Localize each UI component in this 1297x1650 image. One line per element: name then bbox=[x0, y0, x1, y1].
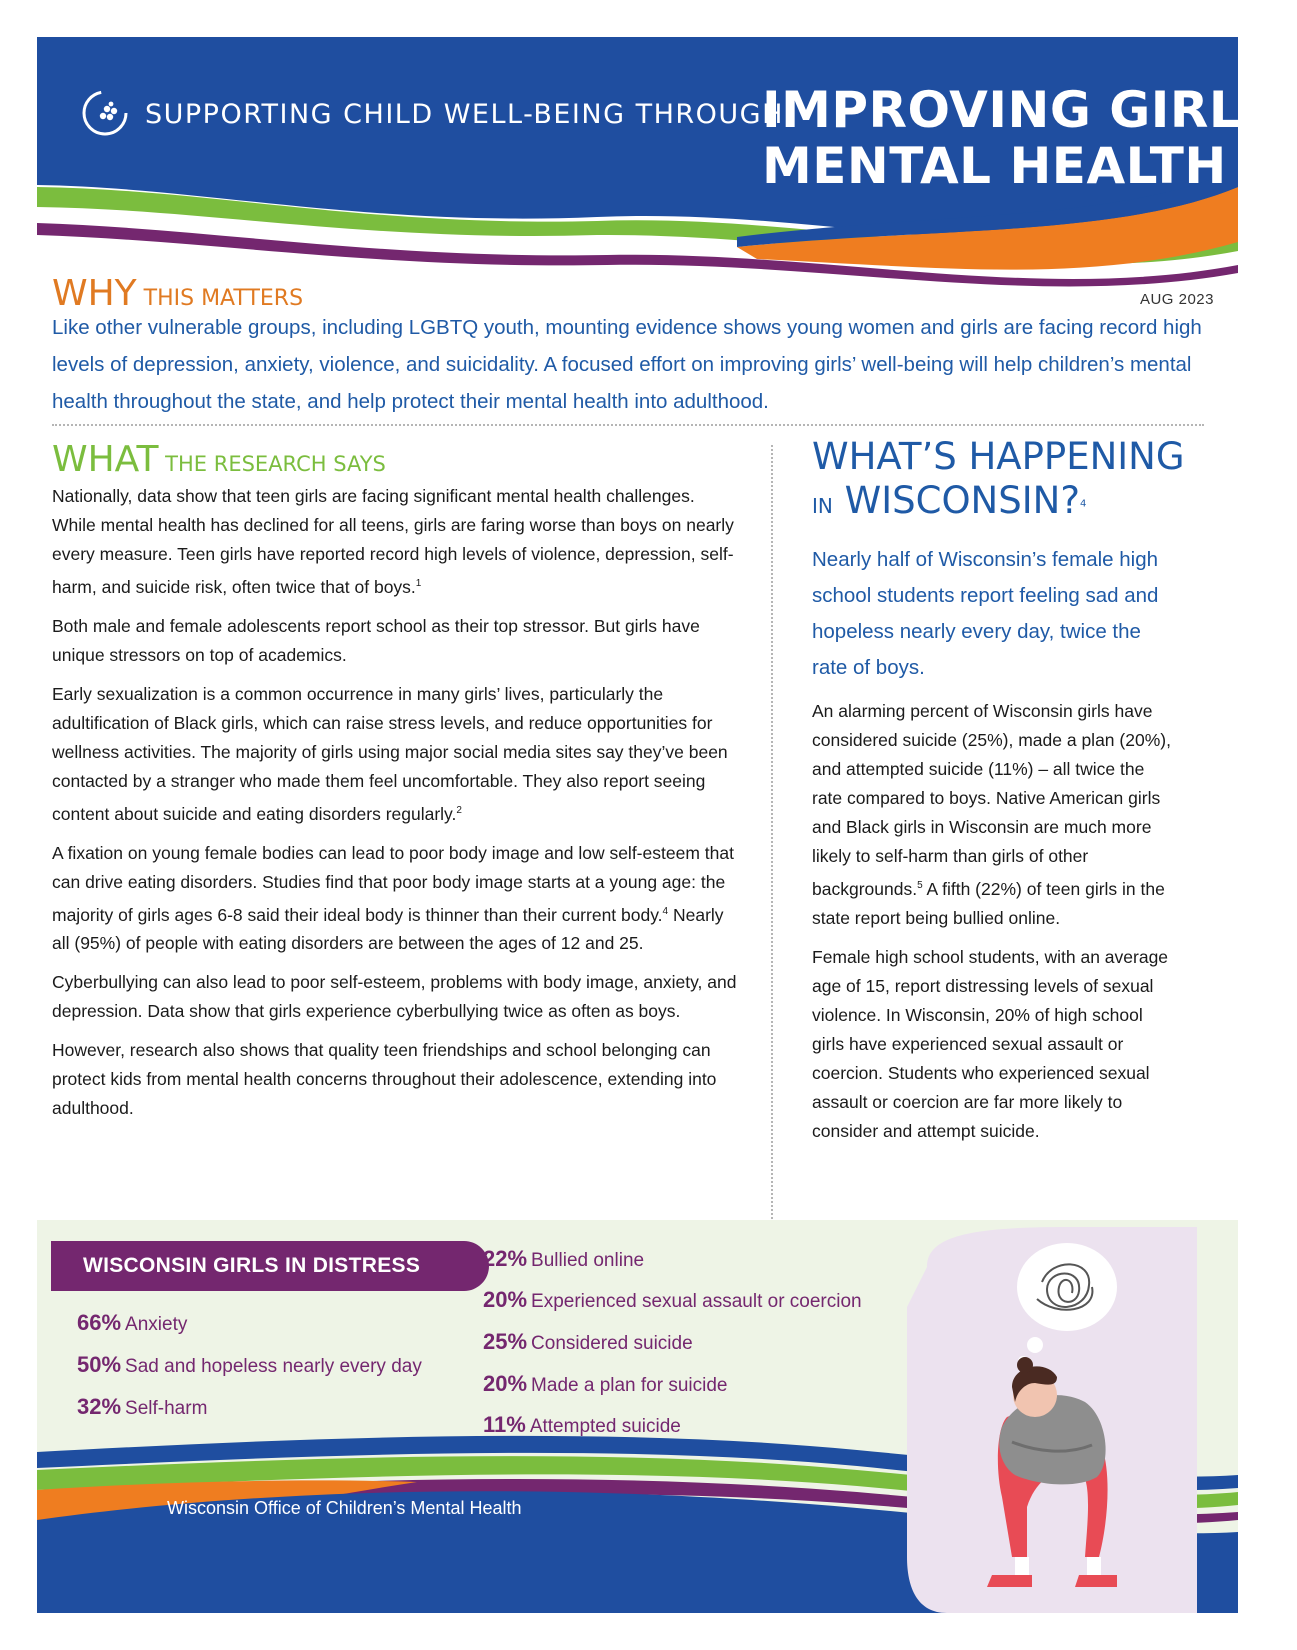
stat-label: Experienced sexual assault or coercion bbox=[531, 1291, 862, 1312]
wisconsin-heading bbox=[812, 435, 1185, 530]
stat-label: Sad and hopeless nearly every day bbox=[125, 1356, 422, 1377]
stat-percent: 66% bbox=[77, 1310, 122, 1335]
stat-item bbox=[483, 1329, 693, 1355]
stat-label: Bullied online bbox=[531, 1250, 645, 1271]
wisconsin-body bbox=[812, 697, 1172, 1156]
stat-label: Anxiety bbox=[125, 1314, 188, 1335]
footnote-ref: 4 bbox=[1079, 498, 1087, 510]
footnote-ref: 1 bbox=[415, 578, 422, 589]
footnote-ref: 2 bbox=[456, 804, 462, 816]
wisconsin-heading-in: IN bbox=[812, 494, 833, 518]
stat-item bbox=[77, 1310, 187, 1336]
stat-item bbox=[483, 1412, 681, 1438]
why-heading bbox=[52, 273, 303, 314]
stat-label: Self-harm bbox=[125, 1398, 208, 1419]
footnote-ref: 4 bbox=[662, 905, 669, 917]
stat-percent: 32% bbox=[77, 1394, 122, 1419]
research-heading bbox=[52, 439, 386, 480]
wisconsin-paragraph-text: A fifth (22%) of teen girls in the state report being bullied online. bbox=[812, 878, 1165, 928]
column-divider bbox=[771, 445, 773, 1235]
stat-item bbox=[483, 1287, 862, 1313]
wisconsin-paragraph: Female high school students, with an average age of 15, report distressing levels of sexual violence. In Wisconsin, 20% of high school girls have experienced sexual assault or coercion. Students who experienced sexual assault or coercion are far more likely to consider and attempt suicide. bbox=[812, 946, 1169, 1141]
page-title bbox=[762, 82, 1297, 194]
research-paragraph bbox=[52, 680, 737, 829]
distress-title: WISCONSIN GIRLS IN DISTRESS bbox=[51, 1241, 489, 1291]
wisconsin-paragraph bbox=[812, 697, 1172, 933]
page-title-line-1: IMPROVING GIRLS’ bbox=[762, 81, 1297, 139]
research-heading-big: WHAT bbox=[52, 439, 159, 480]
research-paragraph: Both male and female adolescents report school as their top stressor. But girls have unique stressors on top of academics. bbox=[52, 615, 700, 665]
stat-percent: 20% bbox=[483, 1371, 528, 1396]
stat-item bbox=[483, 1371, 728, 1397]
research-paragraph bbox=[52, 482, 737, 602]
wisconsin-lead: Nearly half of Wisconsin’s female high school students report feeling sad and hopeless nearly every day, twice the rate of boys. bbox=[812, 548, 1159, 679]
wisconsin-heading-line-1: WHAT’S HAPPENING bbox=[812, 435, 1185, 478]
research-paragraph: Cyberbullying can also lead to poor self-esteem, problems with body image, anxiety, and depression. Data show that girls experience cyberbullying twice as often as boys. bbox=[52, 972, 737, 1022]
stat-percent: 50% bbox=[77, 1352, 122, 1377]
wisconsin-paragraph-text: An alarming percent of Wisconsin girls have considered suicide (25%), made a plan (20%), and attempted suicide (11%) – all twice the rate compared to boys. Native American girls and Black girls in Wisconsin are much more likely to self-harm than girls of other backgrounds. bbox=[812, 701, 1171, 899]
distressed-girl-illustration bbox=[907, 1227, 1197, 1613]
research-heading-small: THE RESEARCH SAYS bbox=[158, 452, 386, 476]
publication-date: AUG 2023 bbox=[1139, 291, 1214, 308]
footer-organization: Wisconsin Office of Children’s Mental Health bbox=[167, 1498, 522, 1518]
research-body bbox=[52, 482, 737, 1133]
dotted-divider bbox=[52, 424, 1204, 426]
header-kicker: SUPPORTING CHILD WELL-BEING THROUGH bbox=[145, 99, 784, 130]
page-title-line-2: MENTAL HEALTH bbox=[762, 137, 1227, 195]
research-paragraph: However, research also shows that quality teen friendships and school belonging can protect kids from mental health concerns throughout their adolescence, extending into adulthood. bbox=[52, 1040, 717, 1119]
wisconsin-heading-line-2: WISCONSIN? bbox=[832, 479, 1080, 522]
stat-label: Considered suicide bbox=[531, 1333, 693, 1354]
research-paragraph bbox=[52, 839, 737, 959]
why-text: Like other vulnerable groups, including LGBTQ youth, mounting evidence shows young women and girls are facing record high levels of depression, anxiety, violence, and suicidality. A focused effort on improving girls’ well-being will help children’s mental health throughout the state, and help protect their mental health into adulthood. bbox=[52, 316, 1202, 413]
fact-sheet-page bbox=[37, 37, 1297, 1613]
stat-item bbox=[483, 1246, 644, 1272]
why-heading-big: WHY bbox=[52, 273, 137, 314]
stat-percent: 11% bbox=[483, 1412, 526, 1437]
stat-percent: 22% bbox=[483, 1246, 528, 1271]
stat-label: Attempted suicide bbox=[529, 1416, 681, 1437]
research-paragraph-text: A fixation on young female bodies can lead to poor body image and low self-esteem that can drive eating disorders. Studies find that poor body image starts at a young age: the majority of girls ages 6-8 said their ideal body is thinner than their current body. bbox=[52, 842, 734, 925]
stat-item bbox=[77, 1352, 422, 1378]
research-paragraph-text: Early sexualization is a common occurrence in many girls’ lives, particularly the adultification of Black girls, which can raise stress levels, and reduce opportunities for wellness activities. The majority of girls using major social media sites say they’ve been contacted by a stranger who made them feel uncomfortable. They also report seeing content about suicide and eating disorders regularly. bbox=[52, 683, 728, 824]
stat-label: Made a plan for suicide bbox=[531, 1375, 728, 1396]
research-paragraph-text: Nationally, data show that teen girls are facing significant mental health challenges. While mental health has declined for all teens, girls are faring worse than boys on nearly every measure. Teen girls have reported record high levels of violence, depression, self-harm, and suicide risk, often twice that of boys. bbox=[52, 486, 734, 597]
flower-dots-icon bbox=[81, 89, 129, 137]
footnote-ref: 5 bbox=[917, 880, 923, 891]
stat-percent: 25% bbox=[483, 1329, 528, 1354]
stat-item bbox=[77, 1394, 207, 1420]
stat-percent: 20% bbox=[483, 1287, 528, 1312]
why-heading-small: THIS MATTERS bbox=[136, 286, 304, 311]
research-paragraph-text: Nearly all (95%) of people with eating disorders are between the ages of 12 and 25. bbox=[52, 904, 724, 954]
